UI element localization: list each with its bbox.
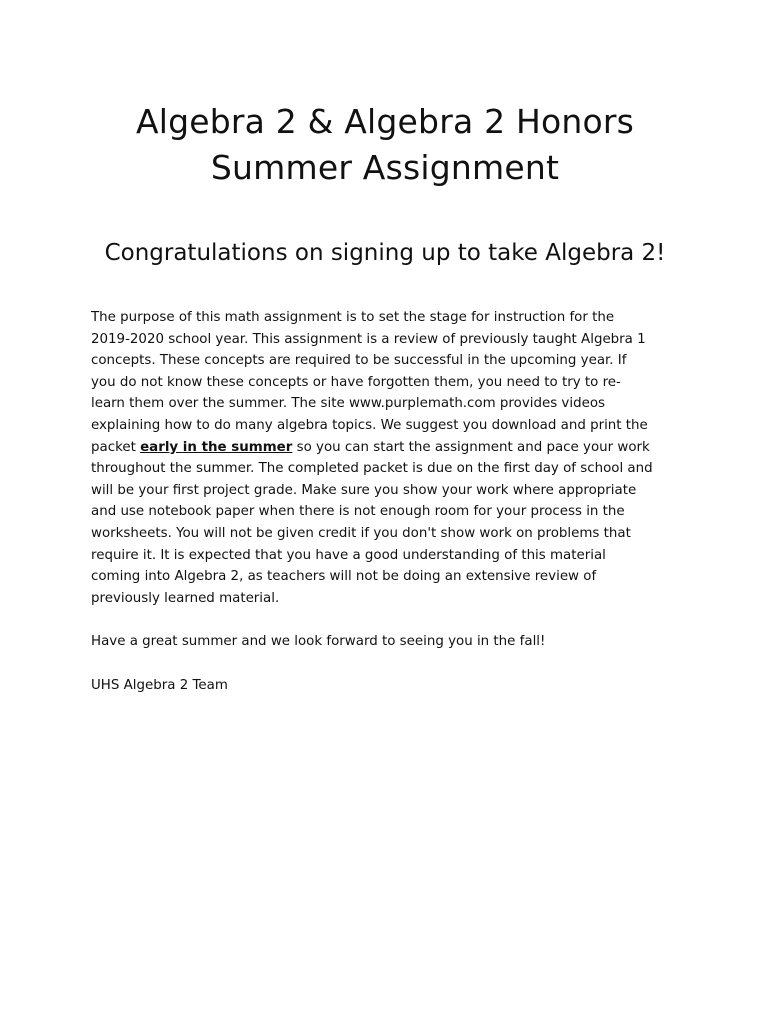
document-title-line-2: Summer Assignment [210, 148, 560, 187]
document-title-line-1: Algebra 2 & Algebra 2 Honors [135, 102, 635, 141]
paragraph-line: worksheets. You will not be given credit if you don't show work on problems that [91, 525, 631, 541]
paragraph-line: 2019-2020 school year. This assignment is a review of previously taught Algebra 1 [91, 331, 646, 347]
paragraph-line: throughout the summer. The completed packet is due on the first day of school and [91, 461, 653, 477]
paragraph-line: coming into Algebra 2, as teachers will not be doing an extensive review of [91, 569, 597, 585]
paragraph-line: previously learned material. [91, 590, 280, 606]
paragraph-text: so you can start the assignment and pace your work [292, 439, 650, 455]
paragraph-line: require it. It is expected that you have a good understanding of this material [91, 547, 606, 563]
intro-paragraph [91, 307, 691, 609]
paragraph-line: and use notebook paper when there is not enough room for your process in the [91, 504, 625, 520]
paragraph-text: packet [91, 439, 141, 455]
signature: UHS Algebra 2 Team [91, 678, 228, 693]
emphasized-text: early in the summer [140, 439, 293, 455]
paragraph-line: explaining how to do many algebra topics. We suggest you download and print the [91, 417, 648, 433]
paragraph-line: The purpose of this math assignment is to set the stage for instruction for the [91, 310, 615, 325]
paragraph-line: learn them over the summer. The site www.purplemath.com provides videos [91, 396, 605, 412]
closing-sentence: Have a great summer and we look forward to seeing you in the fall! [91, 634, 546, 649]
paragraph-line [91, 437, 691, 459]
paragraph-line: will be your first project grade. Make sure you show your work where appropriate [91, 482, 637, 498]
paragraph-line: you do not know these concepts or have forgotten them, you need to try to re- [91, 374, 621, 390]
document-subtitle: Congratulations on signing up to take Algebra 2! [104, 240, 666, 266]
paragraph-line: concepts. These concepts are required to be successful in the upcoming year. If [91, 353, 627, 369]
